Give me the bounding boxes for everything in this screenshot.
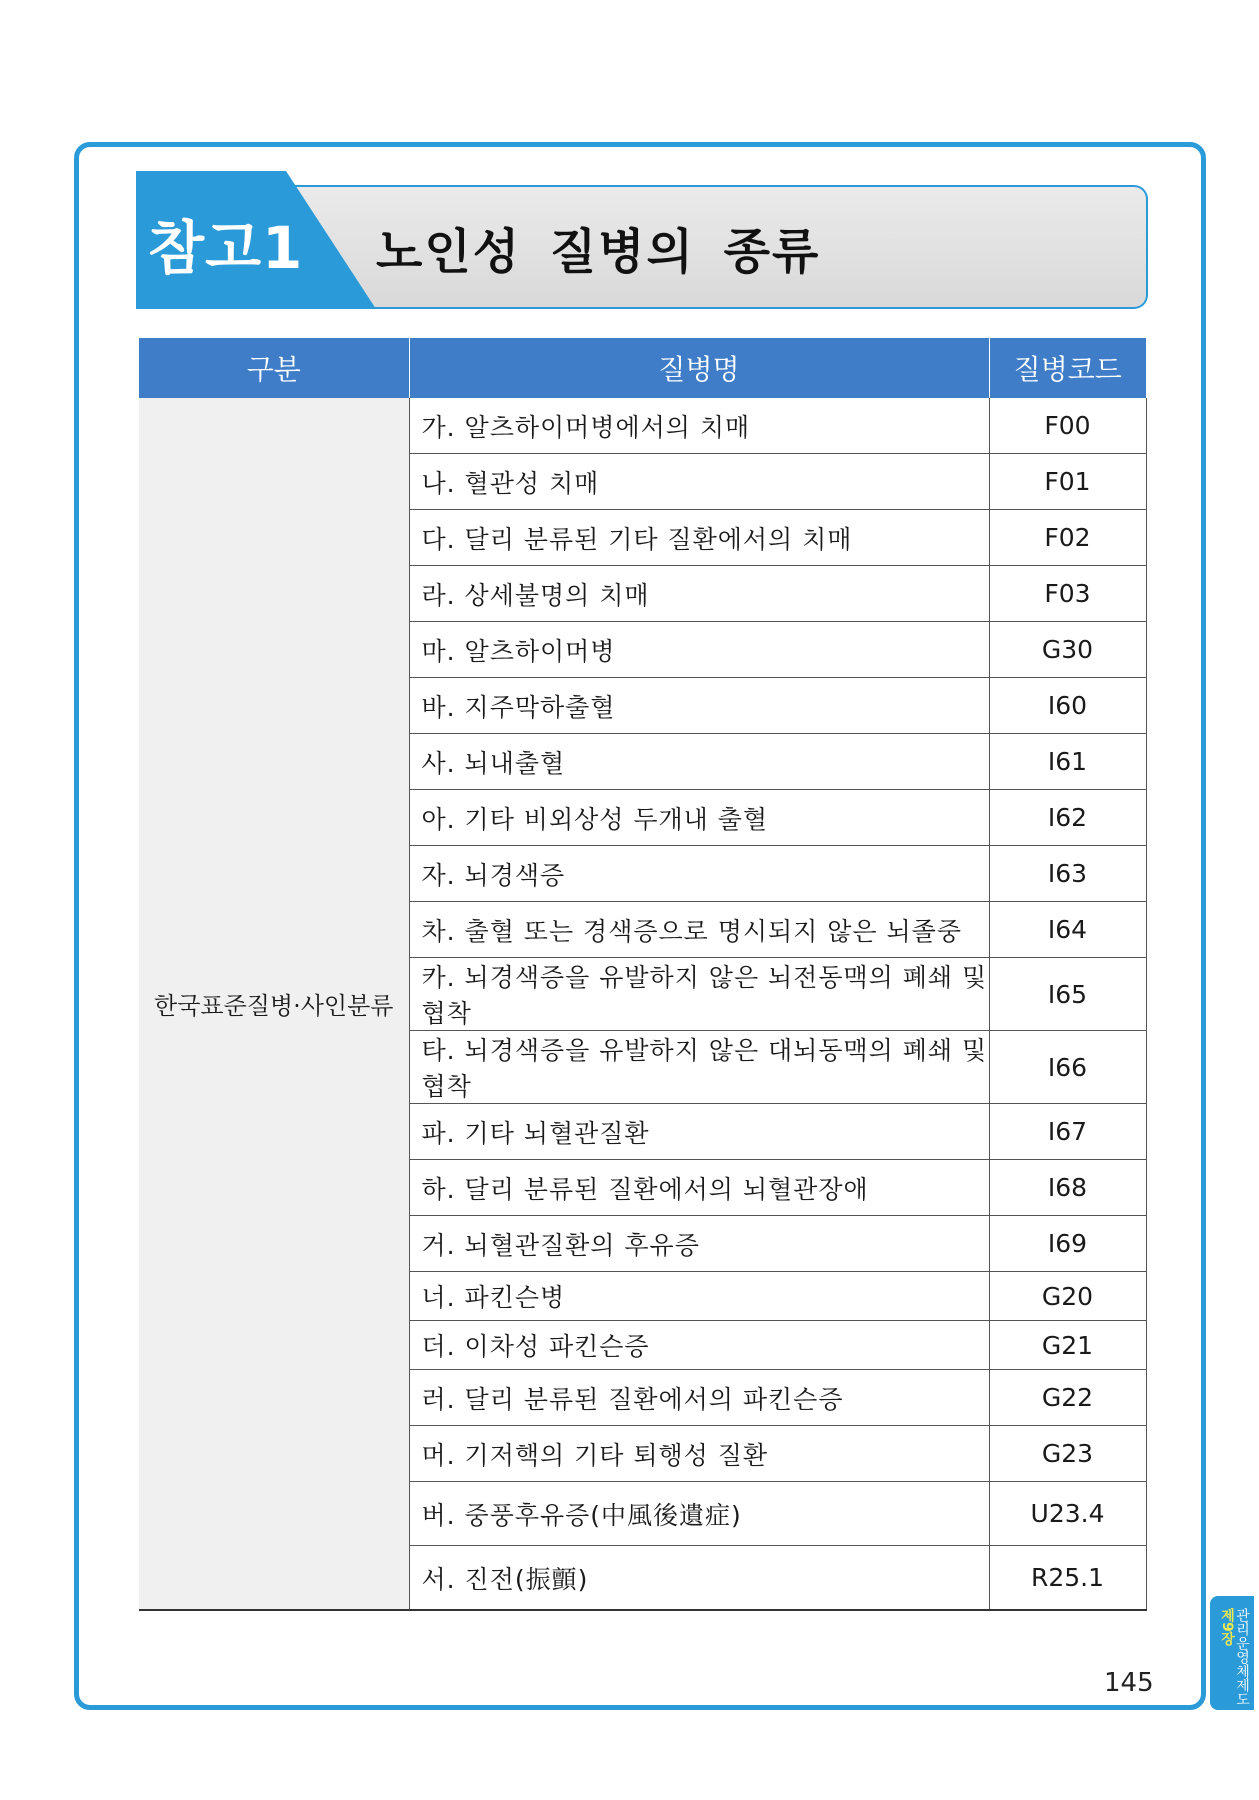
disease-name: 아. 기타 비외상성 두개내 출혈 xyxy=(409,790,989,846)
disease-name: 서. 진전(振顫) xyxy=(409,1546,989,1611)
ref-label: 참고1 xyxy=(148,214,304,282)
disease-code: G21 xyxy=(989,1321,1146,1370)
column-header-disease-code: 질병코드 xyxy=(989,338,1146,398)
disease-table xyxy=(139,338,1147,1611)
disease-code: G30 xyxy=(989,622,1146,678)
disease-name: 타. 뇌경색증을 유발하지 않은 대뇌동맥의 폐쇄 및 협착 xyxy=(409,1031,989,1104)
disease-name: 파. 기타 뇌혈관질환 xyxy=(409,1104,989,1160)
disease-code: I62 xyxy=(989,790,1146,846)
disease-code: I66 xyxy=(989,1031,1146,1104)
disease-code: G22 xyxy=(989,1370,1146,1426)
disease-code: I60 xyxy=(989,678,1146,734)
disease-code: G20 xyxy=(989,1272,1146,1321)
disease-code: G23 xyxy=(989,1426,1146,1482)
disease-code: I64 xyxy=(989,902,1146,958)
page-number: 145 xyxy=(1104,1668,1154,1698)
table-row xyxy=(139,398,1146,454)
page-title: 노인성 질병의 종류 xyxy=(376,224,821,280)
category-cell: 한국표준질병·사인분류 xyxy=(139,398,409,1610)
disease-code: F00 xyxy=(989,398,1146,454)
disease-name: 바. 지주막하출혈 xyxy=(409,678,989,734)
side-tab-chapter: 제9장 xyxy=(1219,1608,1235,1646)
disease-code: U23.4 xyxy=(989,1482,1146,1546)
disease-name: 라. 상세불명의 치매 xyxy=(409,566,989,622)
disease-name: 가. 알츠하이머병에서의 치매 xyxy=(409,398,989,454)
reference-header xyxy=(136,171,1148,309)
disease-name: 하. 달리 분류된 질환에서의 뇌혈관장애 xyxy=(409,1160,989,1216)
disease-code: F02 xyxy=(989,510,1146,566)
disease-code: I61 xyxy=(989,734,1146,790)
disease-name: 머. 기저핵의 기타 퇴행성 질환 xyxy=(409,1426,989,1482)
chapter-side-tab[interactable] xyxy=(1210,1596,1254,1710)
disease-name: 거. 뇌혈관질환의 후유증 xyxy=(409,1216,989,1272)
disease-code: F01 xyxy=(989,454,1146,510)
column-header-category: 구분 xyxy=(139,338,409,398)
disease-code: I67 xyxy=(989,1104,1146,1160)
table-header-row xyxy=(139,338,1146,398)
disease-name: 다. 달리 분류된 기타 질환에서의 치매 xyxy=(409,510,989,566)
disease-code: I65 xyxy=(989,958,1146,1031)
column-header-disease-name: 질병명 xyxy=(409,338,989,398)
disease-name: 나. 혈관성 치매 xyxy=(409,454,989,510)
disease-code: I68 xyxy=(989,1160,1146,1216)
disease-code: F03 xyxy=(989,566,1146,622)
side-tab-section: 관리운영체제도 xyxy=(1234,1608,1250,1706)
disease-code: I63 xyxy=(989,846,1146,902)
disease-name: 러. 달리 분류된 질환에서의 파킨슨증 xyxy=(409,1370,989,1426)
disease-code: I69 xyxy=(989,1216,1146,1272)
disease-name: 마. 알츠하이머병 xyxy=(409,622,989,678)
disease-name: 너. 파킨슨병 xyxy=(409,1272,989,1321)
disease-name: 사. 뇌내출혈 xyxy=(409,734,989,790)
disease-name: 더. 이차성 파킨슨증 xyxy=(409,1321,989,1370)
disease-name: 차. 출혈 또는 경색증으로 명시되지 않은 뇌졸중 xyxy=(409,902,989,958)
disease-name: 카. 뇌경색증을 유발하지 않은 뇌전동맥의 폐쇄 및 협착 xyxy=(409,958,989,1031)
disease-code: R25.1 xyxy=(989,1546,1146,1611)
disease-name: 버. 중풍후유증(中風後遺症) xyxy=(409,1482,989,1546)
disease-name: 자. 뇌경색증 xyxy=(409,846,989,902)
